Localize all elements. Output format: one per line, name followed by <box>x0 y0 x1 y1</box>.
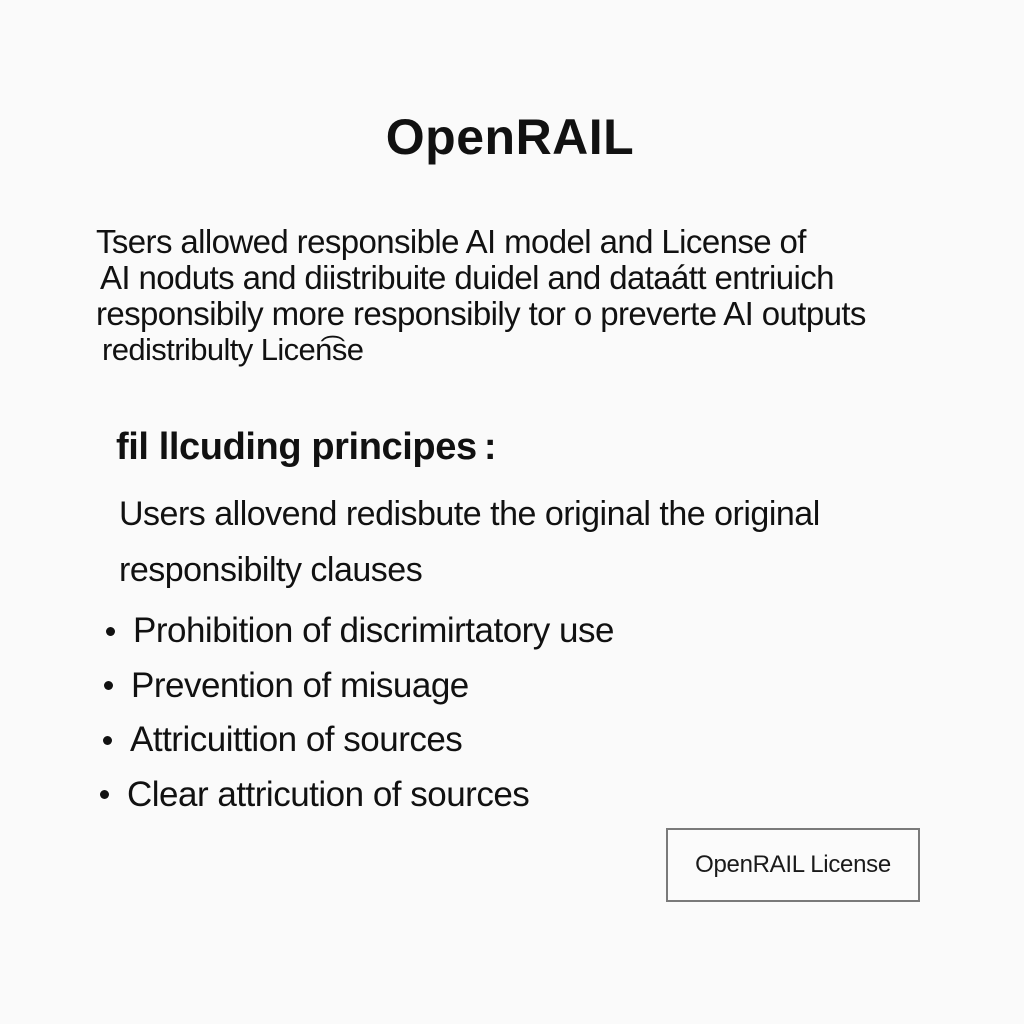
principles-list <box>100 604 614 822</box>
principles-heading: fil llcuding principes : <box>116 426 497 468</box>
document-title: OpenRAIL <box>385 109 635 165</box>
bullet-icon <box>104 681 113 690</box>
description-line: responsibilty clauses <box>119 551 423 589</box>
list-item <box>100 659 614 714</box>
intro-paragraph <box>96 224 956 368</box>
intro-line: AI noduts and diistribuite duidel and dataátt entriuich <box>100 259 834 296</box>
description-line: Users allovend redisbute the original the original <box>119 495 820 533</box>
intro-line: redistribulty Licen͡se <box>102 332 364 367</box>
bullet-icon <box>106 627 115 636</box>
list-item <box>100 768 614 823</box>
bullet-icon <box>103 736 112 745</box>
principles-description <box>119 486 939 598</box>
intro-line: Tsers allowed responsible AI model and License of <box>96 223 806 260</box>
license-label-box <box>666 828 920 902</box>
list-item <box>100 604 614 659</box>
list-item-text: Attricuittion of sources <box>130 720 463 760</box>
list-item-text: Clear attricution of sources <box>127 774 530 814</box>
license-label: OpenRAIL License <box>695 851 891 878</box>
list-item-text: Prevention of misuage <box>131 665 469 705</box>
bullet-icon <box>100 790 109 799</box>
intro-line: responsibily more responsibily tor o preverte AI outputs <box>96 295 866 332</box>
list-item <box>100 713 614 768</box>
list-item-text: Prohibition of discrimirtatory use <box>133 611 614 651</box>
